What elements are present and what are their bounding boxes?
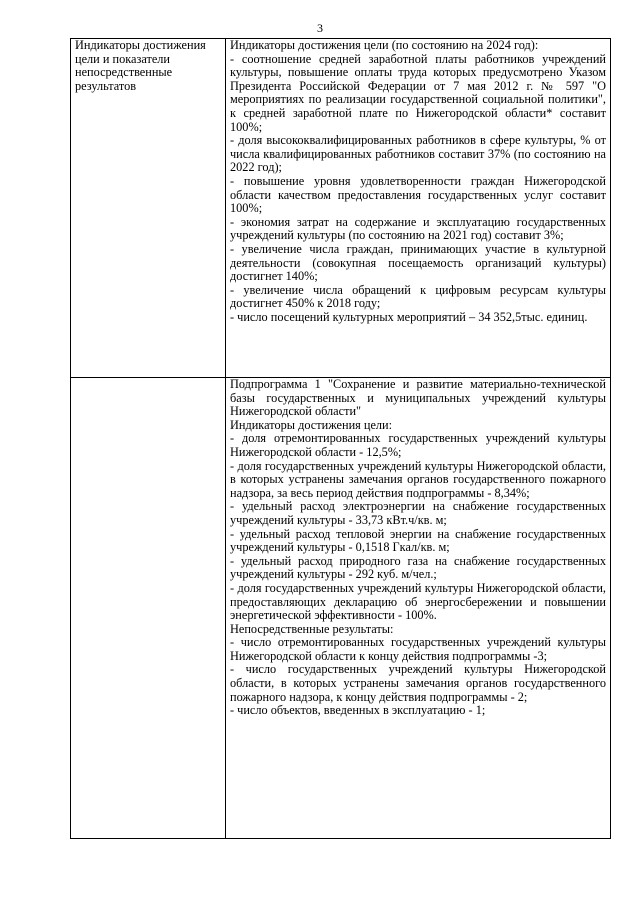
indicator-item: - удельный расход тепловой энергии на снабжение государственных учреждений культуры - 0,1518 Гкал/кв. м; (230, 526, 606, 555)
page-number: 3 (317, 21, 323, 35)
indicator-item: - увеличение числа обращений к цифровым ресурсам культуры достигнет 450% к 2018 году; (230, 282, 606, 311)
result-item: - число государственных учреждений культуры Нижегородской области, в которых устранены замечания органов государственного пожарного надзора, к концу действия подпрограммы - 2; (230, 662, 606, 704)
indicator-item: - доля высококвалифицированных работников в сфере культуры, % от числа квалифицированных работников составит 37% (по состоянию на 2022 год); (230, 133, 606, 175)
indicator-item: - увеличение числа граждан, принимающих участие в культурной деятельности (совокупная посещаемость организаций культуры) достигнет 140%; (230, 241, 606, 284)
result-item: - число объектов, введенных в эксплуатацию - 1; (230, 703, 486, 718)
indicator-item: - удельный расход природного газа на снабжение государственных учреждений культуры - 292 куб. м/чел.; (230, 553, 606, 582)
indicator-item: - доля государственных учреждений культуры Нижегородской области, в которых устранены замечания органов государственного пожарного надзора, за весь период действия подпрограммы - 8,34%; (230, 458, 606, 500)
section-heading: Непосредственные результаты: (230, 621, 394, 636)
paragraph-heading: Индикаторы достижения цели (по состоянию на 2024 год): (230, 38, 539, 52)
row-label-cell (71, 39, 226, 378)
row-content-cell (226, 378, 611, 839)
indicator-item: - число посещений культурных мероприятий – 34 352,5тыс. единиц. (230, 309, 588, 324)
indicator-item: - удельный расход электроэнергии на снабжение государственных учреждений культуры - 33,73 кВт.ч/кв. м; (230, 499, 606, 527)
indicator-item: - доля государственных учреждений культуры Нижегородской области, предоставляющих декларацию об энергосбережении и повышении энергетической эффективности - 100%. (230, 580, 606, 623)
result-item: - число отремонтированных государственных учреждений культуры Нижегородской области к концу действия подпрограммы -3; (230, 635, 606, 663)
subprogram-title: Подпрограмма 1 "Сохранение и развитие материально-технической базы государственных и муниципальных учреждений культуры Нижегородской области" (230, 377, 606, 419)
indicator-item: - доля отремонтированных государственных учреждений культуры Нижегородской области - 12,5%; (230, 431, 606, 459)
row-content-cell (226, 39, 611, 378)
passport-table (70, 38, 611, 839)
table-row-indicators (71, 39, 611, 378)
section-heading: Индикаторы достижения цели: (230, 417, 393, 432)
indicator-item: - повышение уровня удовлетворенности граждан Нижегородской области качеством предоставления государственных услуг составит 100%; (230, 173, 606, 216)
indicator-item: - экономия затрат на содержание и эксплуатацию государственных учреждений культуры (по состоянию на 2021 год) составит 3%; (230, 214, 606, 243)
row-label: Индикаторы достижения цели и показатели непосредственные результатов (75, 38, 206, 93)
table-row-subprogram (71, 378, 611, 839)
indicator-item: - соотношение средней заработной платы работников учреждений культуры, повышение оплаты труда которых предусмотрено Указом Президента Российской Федерации от 7 мая 2012 г. № 597 "О мероприятиях по реализации государственной социальной политики", к средней заработной плате по Нижегородской области* составит 100%; (230, 51, 606, 134)
row-label-cell-empty (71, 378, 226, 839)
